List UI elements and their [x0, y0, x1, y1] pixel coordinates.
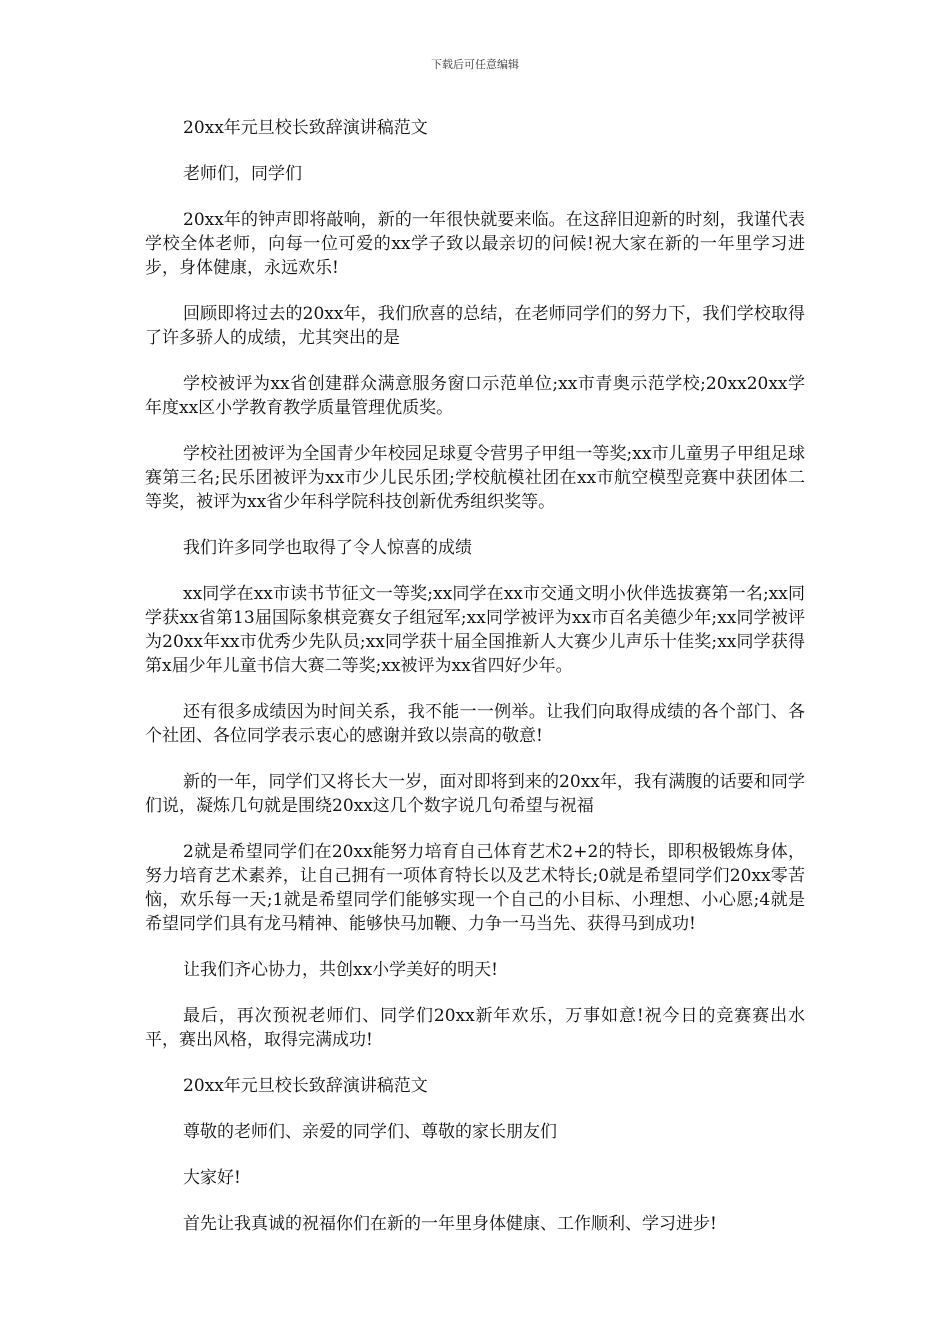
salutation: 尊敬的老师们、亲爱的同学们、尊敬的家长朋友们	[183, 1122, 557, 1142]
paragraph: 20xx年的钟声即将敲响，新的一年很快就要来临。在这辞旧迎新的时刻，我谨代表学校全体老师，向每一位可爱的xx学子致以最亲切的问候!祝大家在新的一年里学习进步，身体健康，永远欢乐!	[145, 210, 805, 278]
paragraph: 回顾即将过去的20xx年，我们欣喜的总结，在老师同学们的努力下，我们学校取得了许多骄人的成绩，尤其突出的是	[145, 304, 805, 348]
document-title: 20xx年元旦校长致辞演讲稿范文	[183, 118, 428, 138]
second-title: 20xx年元旦校长致辞演讲稿范文	[183, 1076, 428, 1096]
paragraph: xx同学在xx市读书节征文一等奖;xx同学在xx市交通文明小伙伴选拔赛第一名;xx同学获xx省第13届国际象棋竞赛女子组冠军;xx同学被评为xx市百名美德少年;xx同学被评为20xx年xx市优秀少先队员;xx同学获十届全国推新人大赛少儿声乐十佳奖;xx同学获得第x届少年儿童书信大赛二等奖;xx被评为xx省四好少年。	[145, 584, 805, 676]
paragraph: 学校被评为xx省创建群众满意服务窗口示范单位;xx市青奥示范学校;20xx20xx学年度xx区小学教育教学质量管理优质奖。	[145, 374, 805, 418]
page-header: 下载后可任意编辑	[431, 58, 519, 71]
paragraph: 最后，再次预祝老师们、同学们20xx新年欢乐，万事如意!祝今日的竞赛赛出水平，赛出风格，取得完满成功!	[145, 1006, 805, 1050]
paragraph: 新的一年，同学们又将长大一岁，面对即将到来的20xx年，我有满腹的话要和同学们说，凝炼几句就是围绕20xx这几个数字说几句希望与祝福	[145, 772, 805, 816]
paragraph: 2就是希望同学们在20xx能努力培育自己体育艺术2+2的特长，即积极锻炼身体，努力培育艺术素养，让自己拥有一项体育特长以及艺术特长;0就是希望同学们20xx零苦恼，欢乐每一天;1就是希望同学们能够实现一个自己的小目标、小理想、小心愿;4就是希望同学们具有龙马精神、能够快马加鞭、力争一马当先、获得马到成功!	[145, 842, 805, 934]
paragraph: 让我们齐心协力，共创xx小学美好的明天!	[183, 960, 499, 980]
greeting: 大家好!	[183, 1168, 241, 1188]
paragraph: 学校社团被评为全国青少年校园足球夏令营男子甲组一等奖;xx市儿童男子甲组足球赛第三名;民乐团被评为xx市少儿民乐团;学校航模社团在xx市航空模型竞赛中获团体二等奖，被评为xx省少年科学院科技创新优秀组织奖等。	[145, 444, 805, 512]
paragraph: 还有很多成绩因为时间关系，我不能一一例举。让我们向取得成绩的各个部门、各个社团、各位同学表示衷心的感谢并致以崇高的敬意!	[145, 702, 805, 746]
document-body	[145, 116, 805, 1258]
paragraph: 首先让我真诚的祝福你们在新的一年里身体健康、工作顺利、学习进步!	[183, 1214, 717, 1234]
paragraph: 我们许多同学也取得了令人惊喜的成绩	[183, 538, 472, 558]
salutation: 老师们，同学们	[183, 164, 302, 184]
